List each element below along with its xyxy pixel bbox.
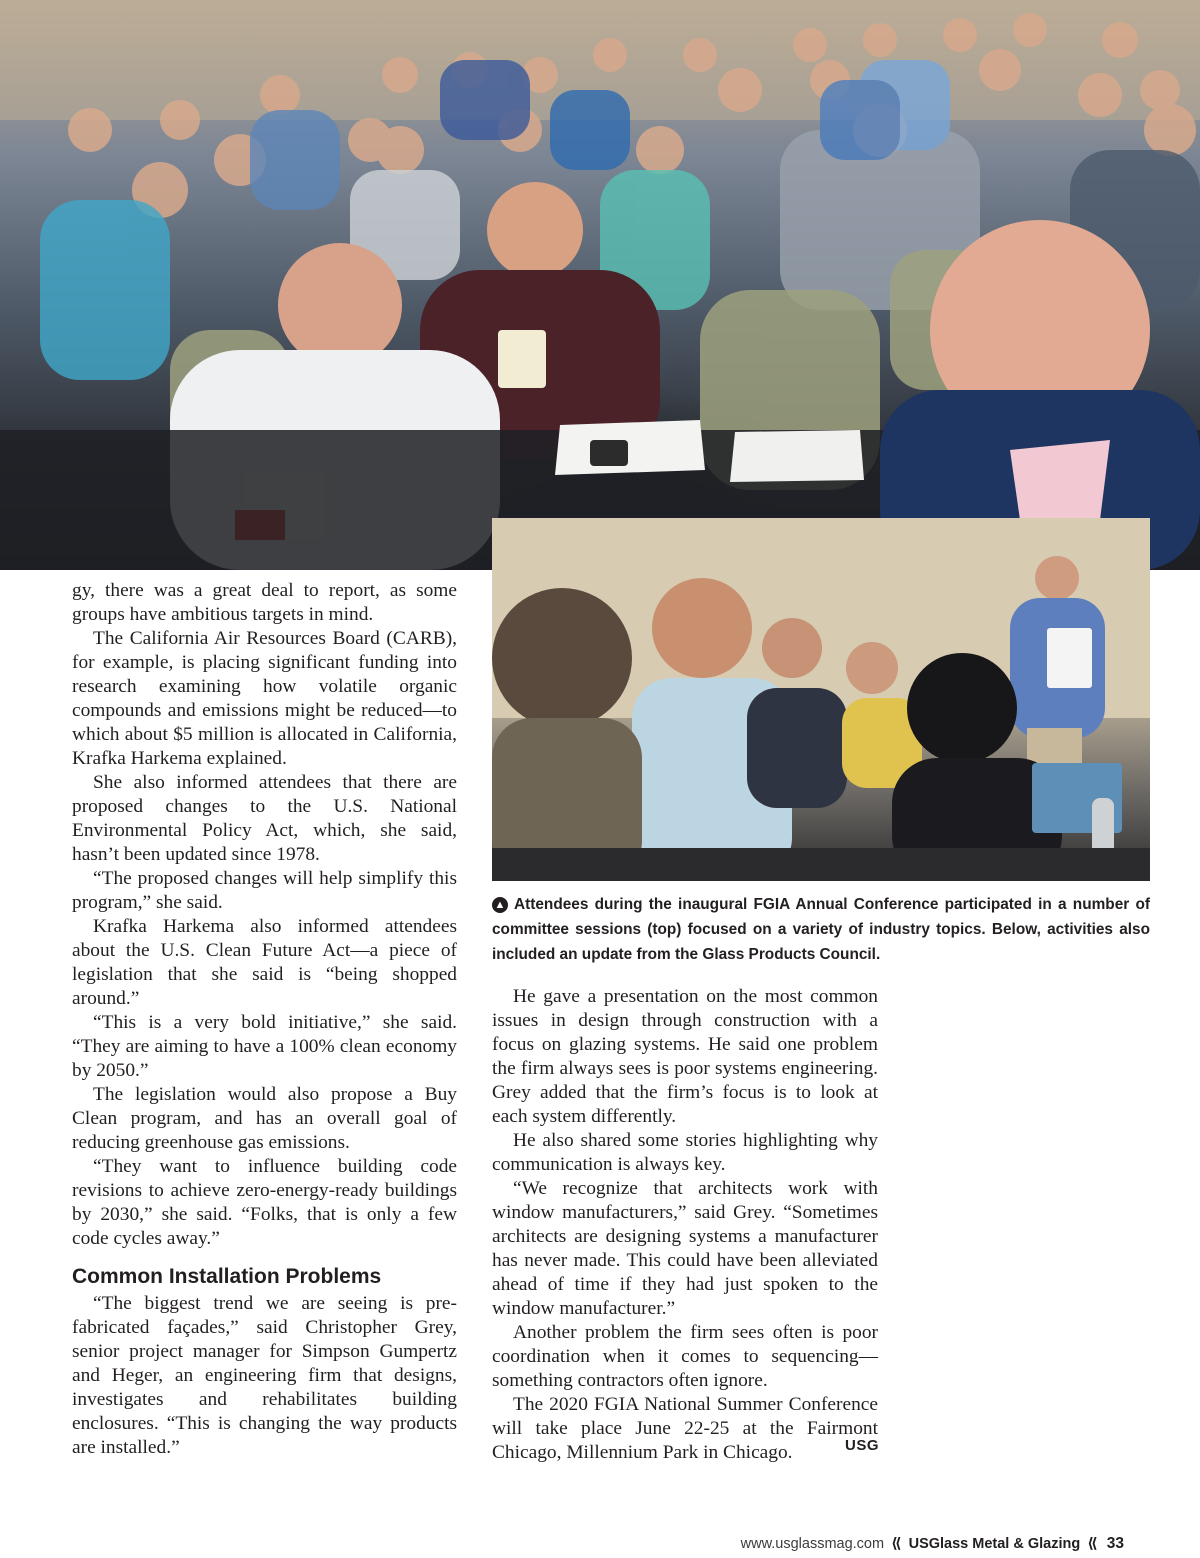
page-number: 33 <box>1106 1535 1124 1552</box>
body-paragraph: “They want to influence building code revisions to achieve zero-energy-ready buildings by 2030,” she said. “Folks, that is only a few code cycles away.” <box>72 1156 457 1249</box>
footer-magazine-name: USGlass Metal & Glazing <box>908 1536 1081 1552</box>
article-end-mark: USG <box>845 1437 880 1454</box>
bottom-photo <box>492 518 1150 881</box>
top-photo <box>0 0 1200 570</box>
photo-caption <box>492 892 1150 967</box>
page-footer <box>741 1535 1124 1553</box>
caption-text: Attendees during the inaugural FGIA Annual Conference participated in a number of committee sessions (top) focused on a variety of industry topics. Below, activities also included an update from the Glass Products Council. <box>492 896 1150 963</box>
bottom-photo-illustration <box>492 518 1150 881</box>
body-paragraph: He gave a presentation on the most common issues in design through construction with a focus on glazing systems. He said one problem the firm always sees is poor systems engineering. Grey added that the firm’s focus is to look at each system differently. <box>492 986 878 1127</box>
body-paragraph: Another problem the firm sees often is poor coordination when it comes to sequencing—something contractors often ignore. <box>492 1322 878 1391</box>
footer-separator: ⟪ <box>1087 1536 1098 1552</box>
footer-separator: ⟪ <box>891 1536 902 1552</box>
body-paragraph: The 2020 FGIA National Summer Conference will take place June 22-25 at the Fairmont Chicago, Millennium Park in Chicago. <box>492 1394 878 1463</box>
body-paragraph: The California Air Resources Board (CARB), for example, is placing significant funding into research examining how volatile organic compounds and emissions might be reduced—to which about $5 million is allocated in California, Krafka Harkema explained. <box>72 628 457 769</box>
body-paragraph: gy, there was a great deal to report, as some groups have ambitious targets in mind. <box>72 580 457 625</box>
body-paragraph: Krafka Harkema also informed attendees about the U.S. Clean Future Act—a piece of legislation that she said is “being shopped around.” <box>72 916 457 1009</box>
arrow-up-circle-icon: ▲ <box>492 897 508 913</box>
body-paragraph: He also shared some stories highlighting why communication is always key. <box>492 1130 878 1175</box>
body-paragraph: “This is a very bold initiative,” she said. “They are aiming to have a 100% clean economy by 2050.” <box>72 1012 457 1081</box>
left-text-column <box>72 579 457 1460</box>
section-subhead: Common Installation Problems <box>72 1265 382 1288</box>
body-paragraph: She also informed attendees that there are proposed changes to the U.S. National Environmental Policy Act, which, she said, hasn’t been updated since 1978. <box>72 772 457 865</box>
right-text-column <box>492 985 878 1465</box>
body-paragraph: “We recognize that architects work with window manufacturers,” said Grey. “Sometimes architects are designing systems a manufacturer has never made. This could have been alleviated ahead of time if they had just spoken to the window manufacturer.” <box>492 1178 878 1319</box>
top-photo-illustration <box>0 0 1200 570</box>
footer-website[interactable]: www.usglassmag.com <box>740 1536 885 1552</box>
body-paragraph: “The proposed changes will help simplify this program,” she said. <box>72 868 457 913</box>
body-paragraph: “The biggest trend we are seeing is pre-fabricated façades,” said Christopher Grey, senior project manager for Simpson Gumpertz and Heger, an engineering firm that designs, investigates and rehabilitates building enclosures. “This is changing the way products are installed.” <box>72 1293 457 1458</box>
body-paragraph: The legislation would also propose a Buy Clean program, and has an overall goal of reducing greenhouse gas emissions. <box>72 1084 457 1153</box>
